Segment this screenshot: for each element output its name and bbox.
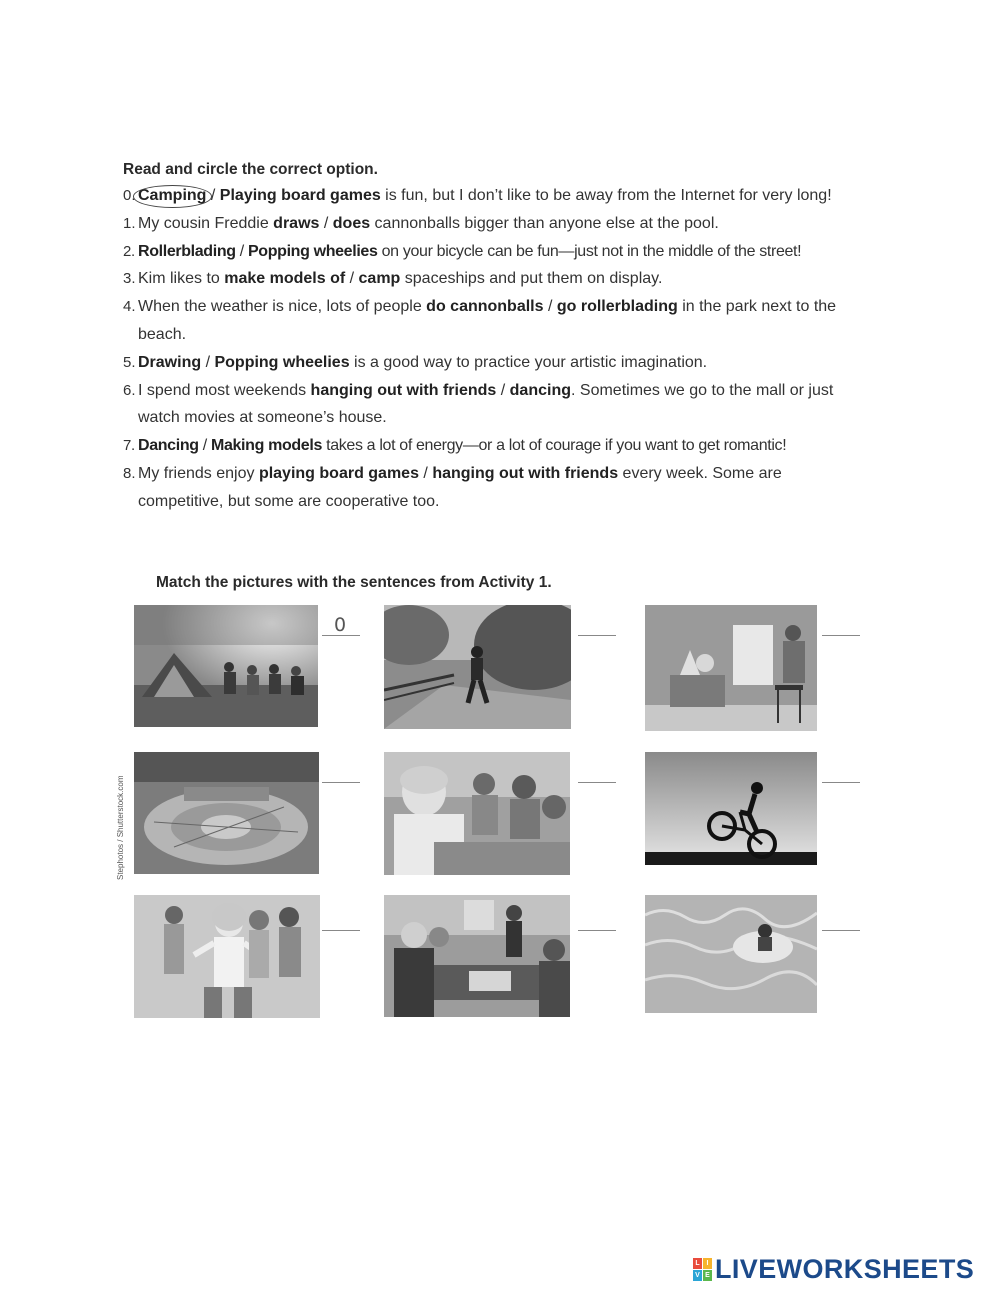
photo-spaceship-model <box>134 752 319 874</box>
answer-line-dancing[interactable] <box>322 930 360 931</box>
photo-credit: Stephotos / Shutterstock.com <box>116 775 125 880</box>
sentence-3: 3. Kim likes to make models of / camp spaceships and put them on display. <box>123 270 663 288</box>
option-b[interactable]: Popping wheelies <box>214 353 350 371</box>
sentence-0: 0. Camping / Playing board games is fun, but I don’t like to be away from the Internet for very long! <box>123 182 863 210</box>
answer-line-drawing[interactable] <box>822 635 860 636</box>
option-a[interactable]: draws <box>273 214 320 232</box>
answer-line-board-games[interactable] <box>578 930 616 931</box>
sentence-4: 4. When the weather is nice, lots of people do cannonballs / go rollerblading in the park next to the beach. <box>123 298 837 343</box>
option-b[interactable]: hanging out with friends <box>432 464 619 482</box>
option-a[interactable]: playing board games <box>258 464 419 482</box>
exercise-2-title: Match the pictures with the sentences from Activity 1. <box>156 574 552 591</box>
photo-drawing <box>645 605 817 731</box>
option-b[interactable]: Playing board games <box>219 187 381 204</box>
liveworksheets-logo <box>693 1254 974 1284</box>
answer-line-wheelie[interactable] <box>822 782 860 783</box>
option-a[interactable]: do cannonballs <box>426 298 544 316</box>
logo-mark-icon: L I V E <box>693 1258 712 1281</box>
option-b[interactable]: camp <box>358 270 401 288</box>
photo-rollerblading <box>384 605 571 729</box>
option-a[interactable]: hanging out with friends <box>310 381 497 399</box>
sentence-7: 7. Dancing / Making models takes a lot of energy—or a lot of courage if you want to get romantic! <box>123 437 787 455</box>
option-b[interactable]: dancing <box>509 381 571 399</box>
answer-line-rollerblading[interactable] <box>578 635 616 636</box>
answer-line-friends[interactable] <box>578 782 616 783</box>
sentence-2: 2. Rollerblading / Popping wheelies on your bicycle can be fun—just not in the middle of the street! <box>123 242 802 260</box>
photo-bike-wheelie <box>645 752 817 865</box>
option-b[interactable]: go rollerblading <box>556 298 678 316</box>
option-a[interactable]: Drawing <box>138 353 202 371</box>
option-b[interactable]: Making models <box>210 437 322 455</box>
answer-line-spaceship[interactable] <box>322 782 360 783</box>
photo-board-games <box>384 895 570 1017</box>
photo-friends-hanging-out <box>384 752 570 875</box>
photo-pool-cannonball <box>645 895 817 1013</box>
sentence-8: 8. My friends enjoy playing board games / hanging out with friends every week. Some are competitive, but some are cooperative too. <box>123 464 782 510</box>
photo-dancing <box>134 895 320 1018</box>
logo-text: LIVEWORKSHEETS <box>715 1253 975 1284</box>
option-a[interactable]: Rollerblading <box>138 242 236 260</box>
sentence-6: 6. I spend most weekends hanging out with friends / dancing. Sometimes we go to the mall or just watch movies at someone’s house. <box>123 381 834 427</box>
option-b[interactable]: does <box>332 214 371 232</box>
sentence-5: 5. Drawing / Popping wheelies is a good way to practice your artistic imagination. <box>123 353 708 371</box>
answer-line-cannonball[interactable] <box>822 930 860 931</box>
exercise-1 <box>123 158 863 516</box>
option-a[interactable]: make models of <box>224 270 346 288</box>
example-answer: 0 <box>334 614 347 636</box>
sentence-1: 1. My cousin Freddie draws / does cannonballs bigger than anyone else at the pool. <box>123 214 719 232</box>
exercise-1-title: Read and circle the correct option. <box>123 161 378 178</box>
option-a[interactable]: Dancing <box>138 437 199 455</box>
option-a-circled[interactable]: Camping <box>138 182 206 210</box>
photo-camping <box>134 605 318 727</box>
option-b[interactable]: Popping wheelies <box>247 242 378 260</box>
